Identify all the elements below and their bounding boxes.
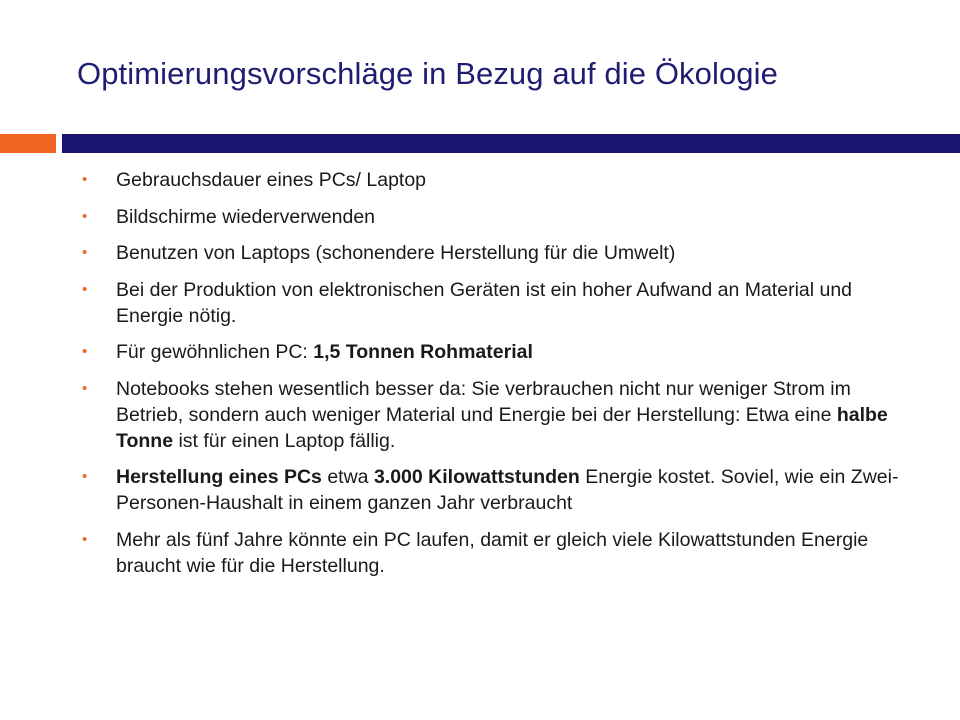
bullet-dot-icon: • bbox=[82, 244, 88, 261]
bullet-item-five-years bbox=[82, 527, 912, 579]
bullet-text: Bildschirme wiederverwenden bbox=[116, 205, 376, 228]
bullet-dot-icon: • bbox=[82, 379, 88, 397]
bullet-item-pc-energy bbox=[82, 464, 912, 516]
slide-title: Optimierungsvorschläge in Bezug auf die Ökologie bbox=[77, 56, 778, 91]
bullet-list bbox=[82, 167, 912, 589]
bullet-item-production-effort bbox=[82, 277, 912, 329]
bullet-item-usage-duration bbox=[82, 167, 912, 193]
bullet-item-use-laptops bbox=[82, 240, 912, 266]
bullet-dot-icon: • bbox=[82, 207, 88, 225]
bullet-dot-icon: • bbox=[82, 171, 88, 188]
bullet-text: Notebooks stehen wesentlich besser da: Sie verbrauchen nicht nur weniger Strom im Betrieb, sondern auch weniger Material und Energie bei der Herstellung: Etwa eine bbox=[116, 377, 851, 426]
bullet-dot-icon: • bbox=[82, 530, 88, 548]
bullet-item-reuse-screens bbox=[82, 204, 912, 230]
accent-bar-orange bbox=[0, 134, 56, 153]
bullet-item-pc-raw-material bbox=[82, 339, 912, 365]
bullet-text: ist für einen Laptop fällig. bbox=[173, 429, 396, 452]
bullet-text: Bei der Produktion von elektronischen Geräten ist ein hoher Aufwand an Material und Energie nötig. bbox=[116, 278, 853, 327]
bullet-text-bold: halbe Tonne bbox=[116, 403, 888, 452]
bullet-dot-icon: • bbox=[82, 343, 88, 360]
bullet-dot-icon: • bbox=[82, 468, 88, 485]
accent-bar-navy bbox=[62, 134, 960, 153]
bullet-text: Mehr als fünf Jahre könnte ein PC laufen, damit er gleich viele Kilowattstunden Energie braucht wie für die Herstellung. bbox=[116, 528, 869, 577]
bullet-text-bold: 3.000 Kilowattstunden bbox=[373, 466, 580, 488]
bullet-text-bold: 1,5 Tonnen Rohmaterial bbox=[313, 341, 533, 363]
bullet-text: Für gewöhnlichen PC: bbox=[116, 341, 314, 363]
bullet-text-bold: Herstellung eines PCs bbox=[116, 466, 322, 488]
bullet-dot-icon: • bbox=[82, 280, 88, 298]
bullet-text: Gebrauchsdauer eines PCs/ Laptop bbox=[116, 169, 427, 191]
bullet-text: Energie kostet. Soviel, wie ein Zwei-Personen-Haushalt in einem ganzen Jahr verbraucht bbox=[116, 466, 899, 514]
bullet-text: Benutzen von Laptops (schonendere Herstellung für die Umwelt) bbox=[116, 242, 676, 264]
bullet-text: etwa bbox=[321, 466, 374, 488]
bullet-item-notebooks bbox=[82, 376, 912, 454]
